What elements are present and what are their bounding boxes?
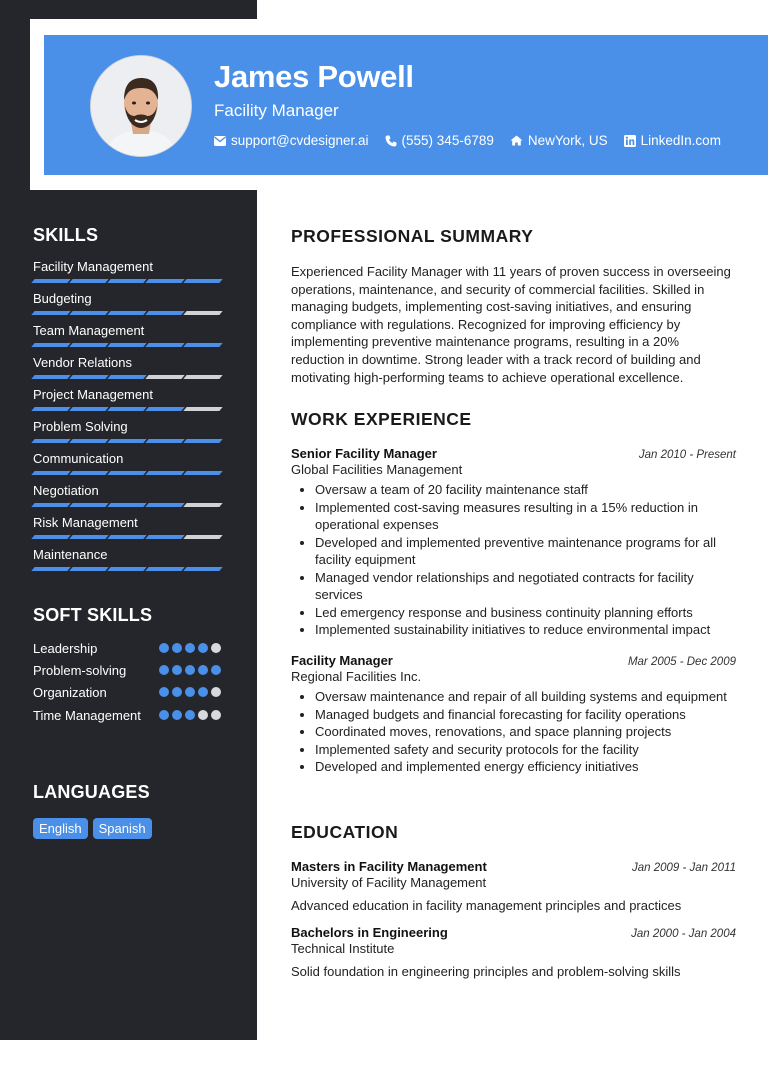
skill-bar-filled [69, 407, 108, 411]
languages-heading: LANGUAGES [33, 782, 150, 802]
skill-item [33, 547, 223, 571]
language-tag: English [33, 818, 88, 839]
linkedin-text: LinkedIn.com [640, 133, 721, 148]
contact-phone[interactable] [385, 133, 494, 148]
skill-level-bar [33, 471, 223, 475]
skill-bar-filled [107, 279, 146, 283]
contact-linkedin[interactable] [624, 133, 721, 148]
envelope-icon [214, 136, 226, 146]
skill-bar-filled [69, 311, 108, 315]
job-company: Global Facilities Management [291, 462, 463, 477]
skill-bar-filled [183, 343, 222, 347]
job-bullet: • Coordinated moves, renovations, and space planning projects [315, 723, 736, 741]
skill-bar-filled [69, 439, 108, 443]
education-date: Jan 2000 - Jan 2004 [631, 928, 736, 940]
skill-name: Risk Management [33, 515, 138, 530]
job-bullets [291, 688, 736, 776]
rating-dot-filled [185, 665, 195, 675]
soft-skill-item [33, 640, 223, 657]
soft-skill-rating [159, 710, 221, 720]
job-company: Regional Facilities Inc. [291, 669, 422, 684]
skill-bar-filled [145, 343, 184, 347]
skill-bar-filled [145, 439, 184, 443]
skill-bar-filled [31, 343, 70, 347]
soft-skill-rating [159, 687, 221, 697]
skill-name: Budgeting [33, 291, 92, 306]
summary-heading: PROFESSIONAL SUMMARY [291, 226, 534, 246]
degree: Bachelors in Engineering [291, 925, 448, 940]
soft-skill-name: Problem-solving [33, 663, 127, 678]
rating-dot-empty [211, 643, 221, 653]
job-bullet: • Oversaw a team of 20 facility maintenance staff [315, 481, 736, 499]
skill-bar-empty [183, 535, 222, 539]
skill-name: Facility Management [33, 259, 153, 274]
job-position: Senior Facility Manager [291, 446, 437, 461]
degree: Masters in Facility Management [291, 859, 487, 874]
job-bullet: • Developed and implemented energy efficiency initiatives [315, 758, 736, 776]
skill-bar-filled [107, 503, 146, 507]
skill-bar-filled [145, 407, 184, 411]
skill-bar-filled [31, 535, 70, 539]
home-icon [510, 135, 523, 146]
skill-bar-filled [107, 311, 146, 315]
contact-email[interactable] [214, 133, 369, 148]
job-bullet: • Developed and implemented preventive maintenance programs for all facility equipment [315, 534, 736, 569]
rating-dot-filled [172, 665, 182, 675]
rating-dot-filled [198, 643, 208, 653]
rating-dot-filled [198, 665, 208, 675]
skill-bar-empty [145, 375, 184, 379]
rating-dot-filled [159, 687, 169, 697]
rating-dot-filled [185, 687, 195, 697]
skill-bar-filled [69, 503, 108, 507]
skill-bar-filled [107, 407, 146, 411]
skill-bar-filled [107, 567, 146, 571]
education-header [291, 859, 736, 874]
rating-dot-filled [159, 710, 169, 720]
skill-bar-empty [183, 503, 222, 507]
education-header [291, 925, 736, 940]
school: University of Facility Management [291, 875, 487, 890]
contact-location [510, 133, 608, 148]
skill-bar-filled [69, 567, 108, 571]
job-bullet: • Managed vendor relationships and negotiated contracts for facility services [315, 569, 736, 604]
skill-bar-filled [107, 471, 146, 475]
skill-bar-filled [183, 279, 222, 283]
skill-bar-filled [31, 503, 70, 507]
job-header [291, 653, 736, 668]
language-tags [33, 818, 223, 839]
skill-bar-filled [31, 567, 70, 571]
job-bullet: • Implemented safety and security protocols for the facility [315, 741, 736, 759]
profile-photo [90, 55, 192, 157]
skill-bar-filled [107, 375, 146, 379]
skill-level-bar [33, 311, 223, 315]
skill-bar-empty [183, 375, 222, 379]
skill-name: Maintenance [33, 547, 108, 562]
skill-bar-filled [145, 311, 184, 315]
contact-info [214, 133, 737, 148]
job-entry [291, 653, 736, 776]
skill-bar-filled [69, 279, 108, 283]
skill-bar-filled [183, 471, 222, 475]
rating-dot-filled [172, 643, 182, 653]
skill-level-bar [33, 535, 223, 539]
education-description: Solid foundation in engineering principles and problem-solving skills [291, 964, 681, 979]
skill-item [33, 291, 223, 315]
soft-skill-item [33, 707, 223, 724]
rating-dot-empty [211, 687, 221, 697]
rating-dot-filled [185, 643, 195, 653]
summary-text: Experienced Facility Manager with 11 years of proven success in overseeing operations, maintenance, and security of commercial facilities. Skilled in managing budgets, implementing cost-saving initiatives, and ensuring compliance with regulations. Recognized for improving efficiency by implementing preventive maintenance programs, resulting in a 20% reduction in downtime. Strong leader with a track record of building and motivating high-performing teams to achieve operational excellence. [291, 264, 731, 385]
skill-item [33, 387, 223, 411]
skill-bar-filled [31, 375, 70, 379]
education-entry [291, 925, 736, 979]
phone-icon [385, 135, 397, 147]
rating-dot-empty [198, 710, 208, 720]
job-bullets [291, 481, 736, 639]
soft-skill-name: Time Management [33, 708, 141, 723]
school: Technical Institute [291, 941, 395, 956]
skill-level-bar [33, 567, 223, 571]
skill-bar-filled [107, 535, 146, 539]
job-entry [291, 446, 736, 639]
education-heading: EDUCATION [291, 822, 399, 842]
job-bullet: • Oversaw maintenance and repair of all building systems and equipment [315, 688, 736, 706]
rating-dot-filled [198, 687, 208, 697]
job-position: Facility Manager [291, 653, 393, 668]
skill-bar-filled [145, 535, 184, 539]
skills-section [33, 225, 223, 562]
skill-name: Problem Solving [33, 419, 128, 434]
education-description: Advanced education in facility management principles and practices [291, 898, 682, 913]
header [44, 35, 768, 175]
skill-name: Team Management [33, 323, 145, 338]
skills-heading: SKILLS [33, 225, 99, 245]
linkedin-icon [624, 135, 636, 147]
skill-bar-filled [183, 439, 222, 443]
skill-name: Negotiation [33, 483, 99, 498]
job-bullet: • Implemented cost-saving measures resulting in a 15% reduction in operational expenses [315, 499, 736, 534]
soft-skill-item [33, 662, 223, 679]
skill-bar-empty [183, 311, 222, 315]
skill-bar-empty [183, 407, 222, 411]
skill-bar-filled [145, 503, 184, 507]
skill-bar-filled [31, 471, 70, 475]
skill-level-bar [33, 375, 223, 379]
skill-bar-filled [107, 343, 146, 347]
skill-bar-filled [69, 471, 108, 475]
job-title: Facility Manager [214, 101, 339, 120]
job-date: Jan 2010 - Present [638, 449, 736, 461]
experience-section [291, 409, 736, 774]
skill-bar-filled [31, 311, 70, 315]
skill-item [33, 515, 223, 539]
soft-skill-name: Leadership [33, 641, 98, 656]
skill-item [33, 259, 223, 283]
job-date: Mar 2005 - Dec 2009 [627, 656, 736, 668]
soft-skill-rating [159, 643, 221, 653]
rating-dot-filled [211, 665, 221, 675]
email-text: support@cvdesigner.ai [231, 133, 369, 148]
soft-skill-name: Organization [33, 685, 107, 700]
rating-dot-filled [185, 710, 195, 720]
header-frame [30, 19, 768, 190]
candidate-name: James Powell [214, 59, 414, 94]
job-bullet: • Implemented sustainability initiatives to reduce environmental impact [315, 621, 736, 639]
skill-bar-filled [69, 535, 108, 539]
rating-dot-filled [159, 643, 169, 653]
education-date: Jan 2009 - Jan 2011 [631, 862, 736, 874]
skill-level-bar [33, 279, 223, 283]
soft-skills-heading: SOFT SKILLS [33, 605, 153, 625]
skill-item [33, 419, 223, 443]
skill-bar-filled [145, 567, 184, 571]
skill-name: Vendor Relations [33, 355, 133, 370]
skill-bar-filled [145, 471, 184, 475]
summary-section [291, 226, 736, 386]
skill-bar-filled [145, 279, 184, 283]
language-tag: Spanish [93, 818, 152, 839]
rating-dot-filled [159, 665, 169, 675]
skill-item [33, 451, 223, 475]
skill-level-bar [33, 407, 223, 411]
skill-item [33, 355, 223, 379]
skill-level-bar [33, 343, 223, 347]
skill-bar-filled [69, 343, 108, 347]
languages-section [33, 782, 223, 839]
skill-level-bar [33, 503, 223, 507]
soft-skills-section [33, 605, 223, 723]
phone-text: (555) 345-6789 [401, 133, 494, 148]
skill-level-bar [33, 439, 223, 443]
skill-bar-filled [31, 407, 70, 411]
rating-dot-filled [172, 710, 182, 720]
education-section [291, 822, 736, 979]
person-portrait-icon [91, 56, 191, 156]
skill-bar-filled [31, 439, 70, 443]
skill-bar-filled [183, 567, 222, 571]
skill-name: Communication [33, 451, 124, 466]
skill-name: Project Management [33, 387, 153, 402]
education-entry [291, 859, 736, 913]
job-bullet: • Managed budgets and financial forecasting for facility operations [315, 706, 736, 724]
skill-bar-filled [107, 439, 146, 443]
rating-dot-filled [172, 687, 182, 697]
experience-heading: WORK EXPERIENCE [291, 409, 472, 429]
skill-item [33, 483, 223, 507]
skill-bar-filled [31, 279, 70, 283]
location-text: NewYork, US [527, 133, 608, 148]
skill-bar-filled [69, 375, 108, 379]
rating-dot-empty [211, 710, 221, 720]
job-header [291, 446, 736, 461]
skill-item [33, 323, 223, 347]
soft-skill-item [33, 684, 223, 701]
soft-skill-rating [159, 665, 221, 675]
job-bullet: • Led emergency response and business continuity planning efforts [315, 604, 736, 622]
